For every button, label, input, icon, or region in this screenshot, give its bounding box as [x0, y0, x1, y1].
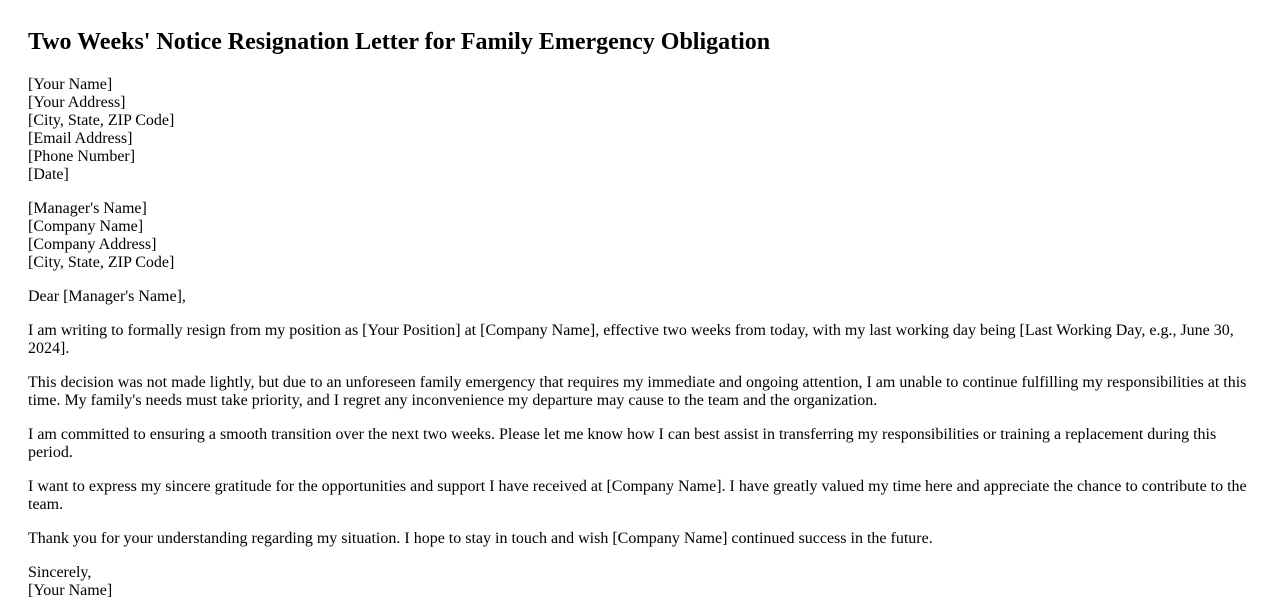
- recipient-company-name: [Company Name]: [28, 218, 144, 235]
- signature-name: [Your Name]: [28, 582, 113, 599]
- letter-date: [Date]: [28, 166, 69, 183]
- recipient-address-block: [28, 200, 1250, 272]
- recipient-city-state-zip: [City, State, ZIP Code]: [28, 254, 175, 271]
- body-paragraph-gratitude: I want to express my sincere gratitude for the opportunities and support I have received at [Company Name]. I have greatly valued my time here and appreciate the chance to contribute to the team.: [28, 478, 1247, 513]
- body-paragraph-transition: I am committed to ensuring a smooth transition over the next two weeks. Please let me know how I can best assist in transferring my responsibilities or training a replacement during this period.: [28, 426, 1217, 461]
- recipient-manager-name: [Manager's Name]: [28, 200, 147, 217]
- sender-email: [Email Address]: [28, 130, 133, 147]
- body-paragraph-reason: This decision was not made lightly, but due to an unforeseen family emergency that requires my immediate and ongoing attention, I am unable to continue fulfilling my responsibilities at this time. My family's needs must take priority, and I regret any inconvenience my departure may cause to the team and the organization.: [28, 374, 1247, 409]
- recipient-company-address: [Company Address]: [28, 236, 157, 253]
- closing-text: Sincerely,: [28, 564, 92, 581]
- sender-address: [Your Address]: [28, 94, 126, 111]
- sender-phone: [Phone Number]: [28, 148, 136, 165]
- salutation: Dear [Manager's Name],: [28, 288, 186, 305]
- body-paragraph-thanks: Thank you for your understanding regarding my situation. I hope to stay in touch and wish [Company Name] continued success in the future.: [28, 530, 933, 547]
- page-title: Two Weeks' Notice Resignation Letter for Family Emergency Obligation: [28, 29, 771, 55]
- body-paragraph-resignation: I am writing to formally resign from my position as [Your Position] at [Company Name], effective two weeks from today, with my last working day being [Last Working Day, e.g., June 30, 2024].: [28, 322, 1234, 357]
- sender-city-state-zip: [City, State, ZIP Code]: [28, 112, 175, 129]
- sender-address-block: [28, 76, 1250, 184]
- letter-page: [28, 0, 1250, 600]
- closing-block: [28, 564, 1250, 600]
- sender-name: [Your Name]: [28, 76, 113, 93]
